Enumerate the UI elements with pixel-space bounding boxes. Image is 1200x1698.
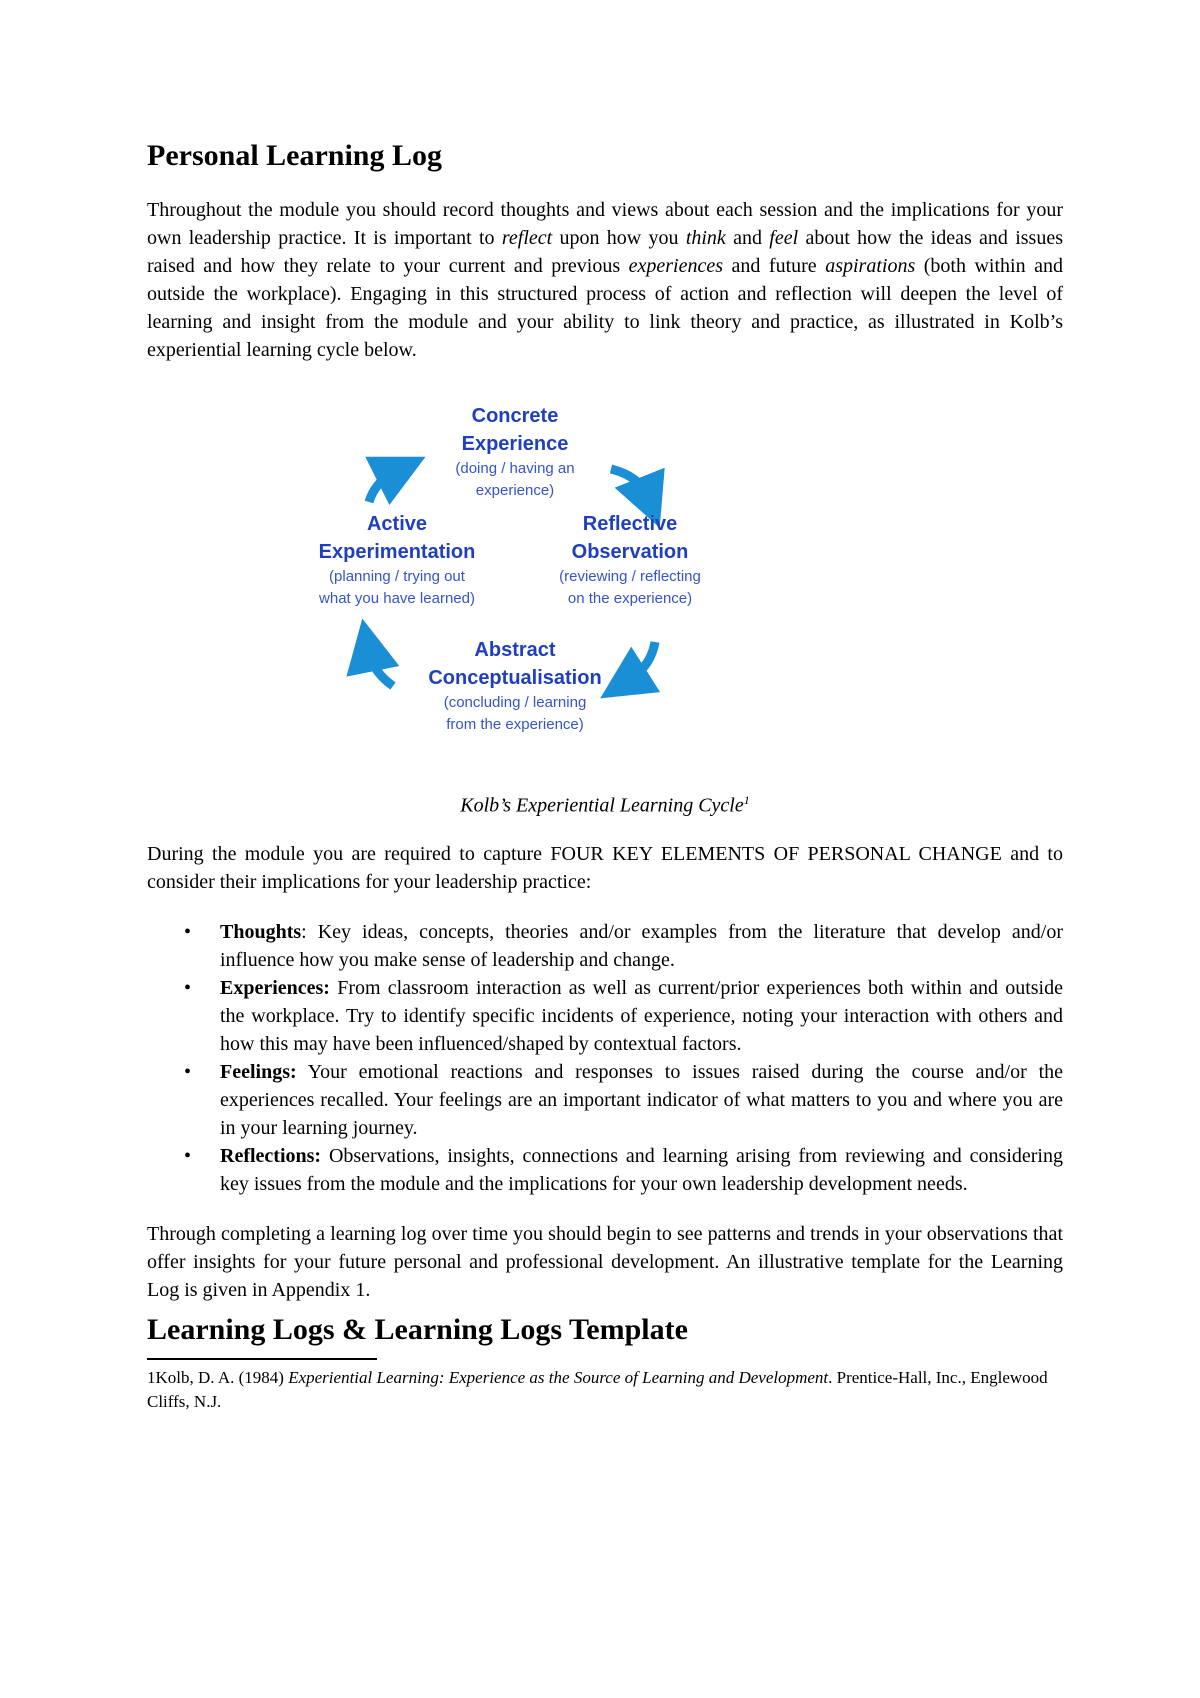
concrete-sub-line2: experience) xyxy=(475,482,555,499)
closing-paragraph: Through completing a learning log over time you should begin to see patterns and trends in your observations that offer insights for your future personal and professional development. An illustrative template for the Learning Log is given in Appendix 1. xyxy=(147,1223,1063,1301)
arrow-reflective-to-abstract-icon xyxy=(629,642,655,680)
active-title-line1: Active xyxy=(366,513,428,535)
bullet-icon: • xyxy=(184,1145,192,1167)
page-title: Personal Learning Log xyxy=(147,139,443,172)
reflective-title-line1: Reflective xyxy=(582,513,678,535)
abstract-sub-line1: (concluding / learning xyxy=(443,694,587,711)
footnote: 1Kolb, D. A. (1984) Experiential Learning: Experience as the Source of Learning and Development. Prentice-Hall, Inc., Englewood Cliffs, N.J. xyxy=(147,1368,1048,1411)
list-item: • Reflections: Observations, insights, connections and learning arising from reviewing and considering key issues from the module and the implications for your own leadership development needs. xyxy=(220,1142,1063,1198)
section-heading: Learning Logs & Learning Logs Template xyxy=(147,1313,688,1346)
active-title-line2: Experimentation xyxy=(318,541,476,563)
kolb-cycle-svg xyxy=(147,394,1063,779)
arrow-abstract-to-active-icon xyxy=(369,652,393,686)
concrete-title-line1: Concrete xyxy=(471,405,559,427)
kolb-cycle-diagram xyxy=(147,394,1063,824)
abstract-sub-line2: from the experience) xyxy=(446,716,584,733)
reflective-title-line2: Observation xyxy=(571,541,689,563)
active-sub-line2: what you have learned) xyxy=(319,590,475,607)
key-elements-list xyxy=(147,918,1063,1198)
arrow-concrete-to-reflective-icon xyxy=(611,469,647,496)
node-abstract-conceptualisation xyxy=(428,639,601,733)
footnote-divider xyxy=(147,1358,377,1360)
intro-paragraph: Throughout the module you should record thoughts and views about each session and the implications for your own leadership practice. It is important to reflect upon how you think and feel about how the ideas and issues raised and how they relate to your current and previous experiences and future aspirations (both within and outside the workplace). Engaging in this structured process of action and reflection will deepen the level of learning and insight from the module and your ability to link theory and practice, as illustrated in Kolb’s experiential learning cycle below. xyxy=(147,199,1063,361)
elements-intro: During the module you are required to capture FOUR KEY ELEMENTS OF PERSONAL CHANGE and to consider their implications for your leadership practice: xyxy=(147,843,1063,893)
node-concrete-experience xyxy=(455,405,574,499)
bullet-icon: • xyxy=(184,921,192,943)
concrete-title-line2: Experience xyxy=(461,433,569,455)
arrow-active-to-concrete-icon xyxy=(369,472,395,502)
reflective-sub-line2: on the experience) xyxy=(567,590,693,607)
concrete-sub-line1: (doing / having an xyxy=(455,460,575,477)
list-item: • Thoughts: Key ideas, concepts, theories and/or examples from the literature that develop and/or influence how you make sense of leadership and change. xyxy=(220,918,1063,974)
bullet-icon: • xyxy=(184,1061,192,1083)
list-item: • Feelings: Your emotional reactions and responses to issues raised during the course and/or the experiences recalled. Your feelings are an important indicator of what matters to you and where you are in your learning journey. xyxy=(220,1058,1063,1142)
page-content xyxy=(147,138,1063,1414)
reflective-sub-line1: (reviewing / reflecting xyxy=(559,568,701,585)
node-active-experimentation xyxy=(318,513,475,607)
abstract-title-line2: Conceptualisation xyxy=(428,667,602,689)
abstract-title-line1: Abstract xyxy=(474,639,556,661)
active-sub-line1: (planning / trying out xyxy=(329,568,465,585)
list-item: • Experiences: From classroom interaction as well as current/prior experiences both within and outside the workplace. Try to identify specific incidents of experience, noting your interaction with others and how this may have been influenced/shaped by contextual factors. xyxy=(220,974,1063,1058)
figure-caption: Kolb’s Experiential Learning Cycle$^1$ xyxy=(460,793,750,817)
node-reflective-observation xyxy=(559,513,701,607)
bullet-icon: • xyxy=(184,977,192,999)
